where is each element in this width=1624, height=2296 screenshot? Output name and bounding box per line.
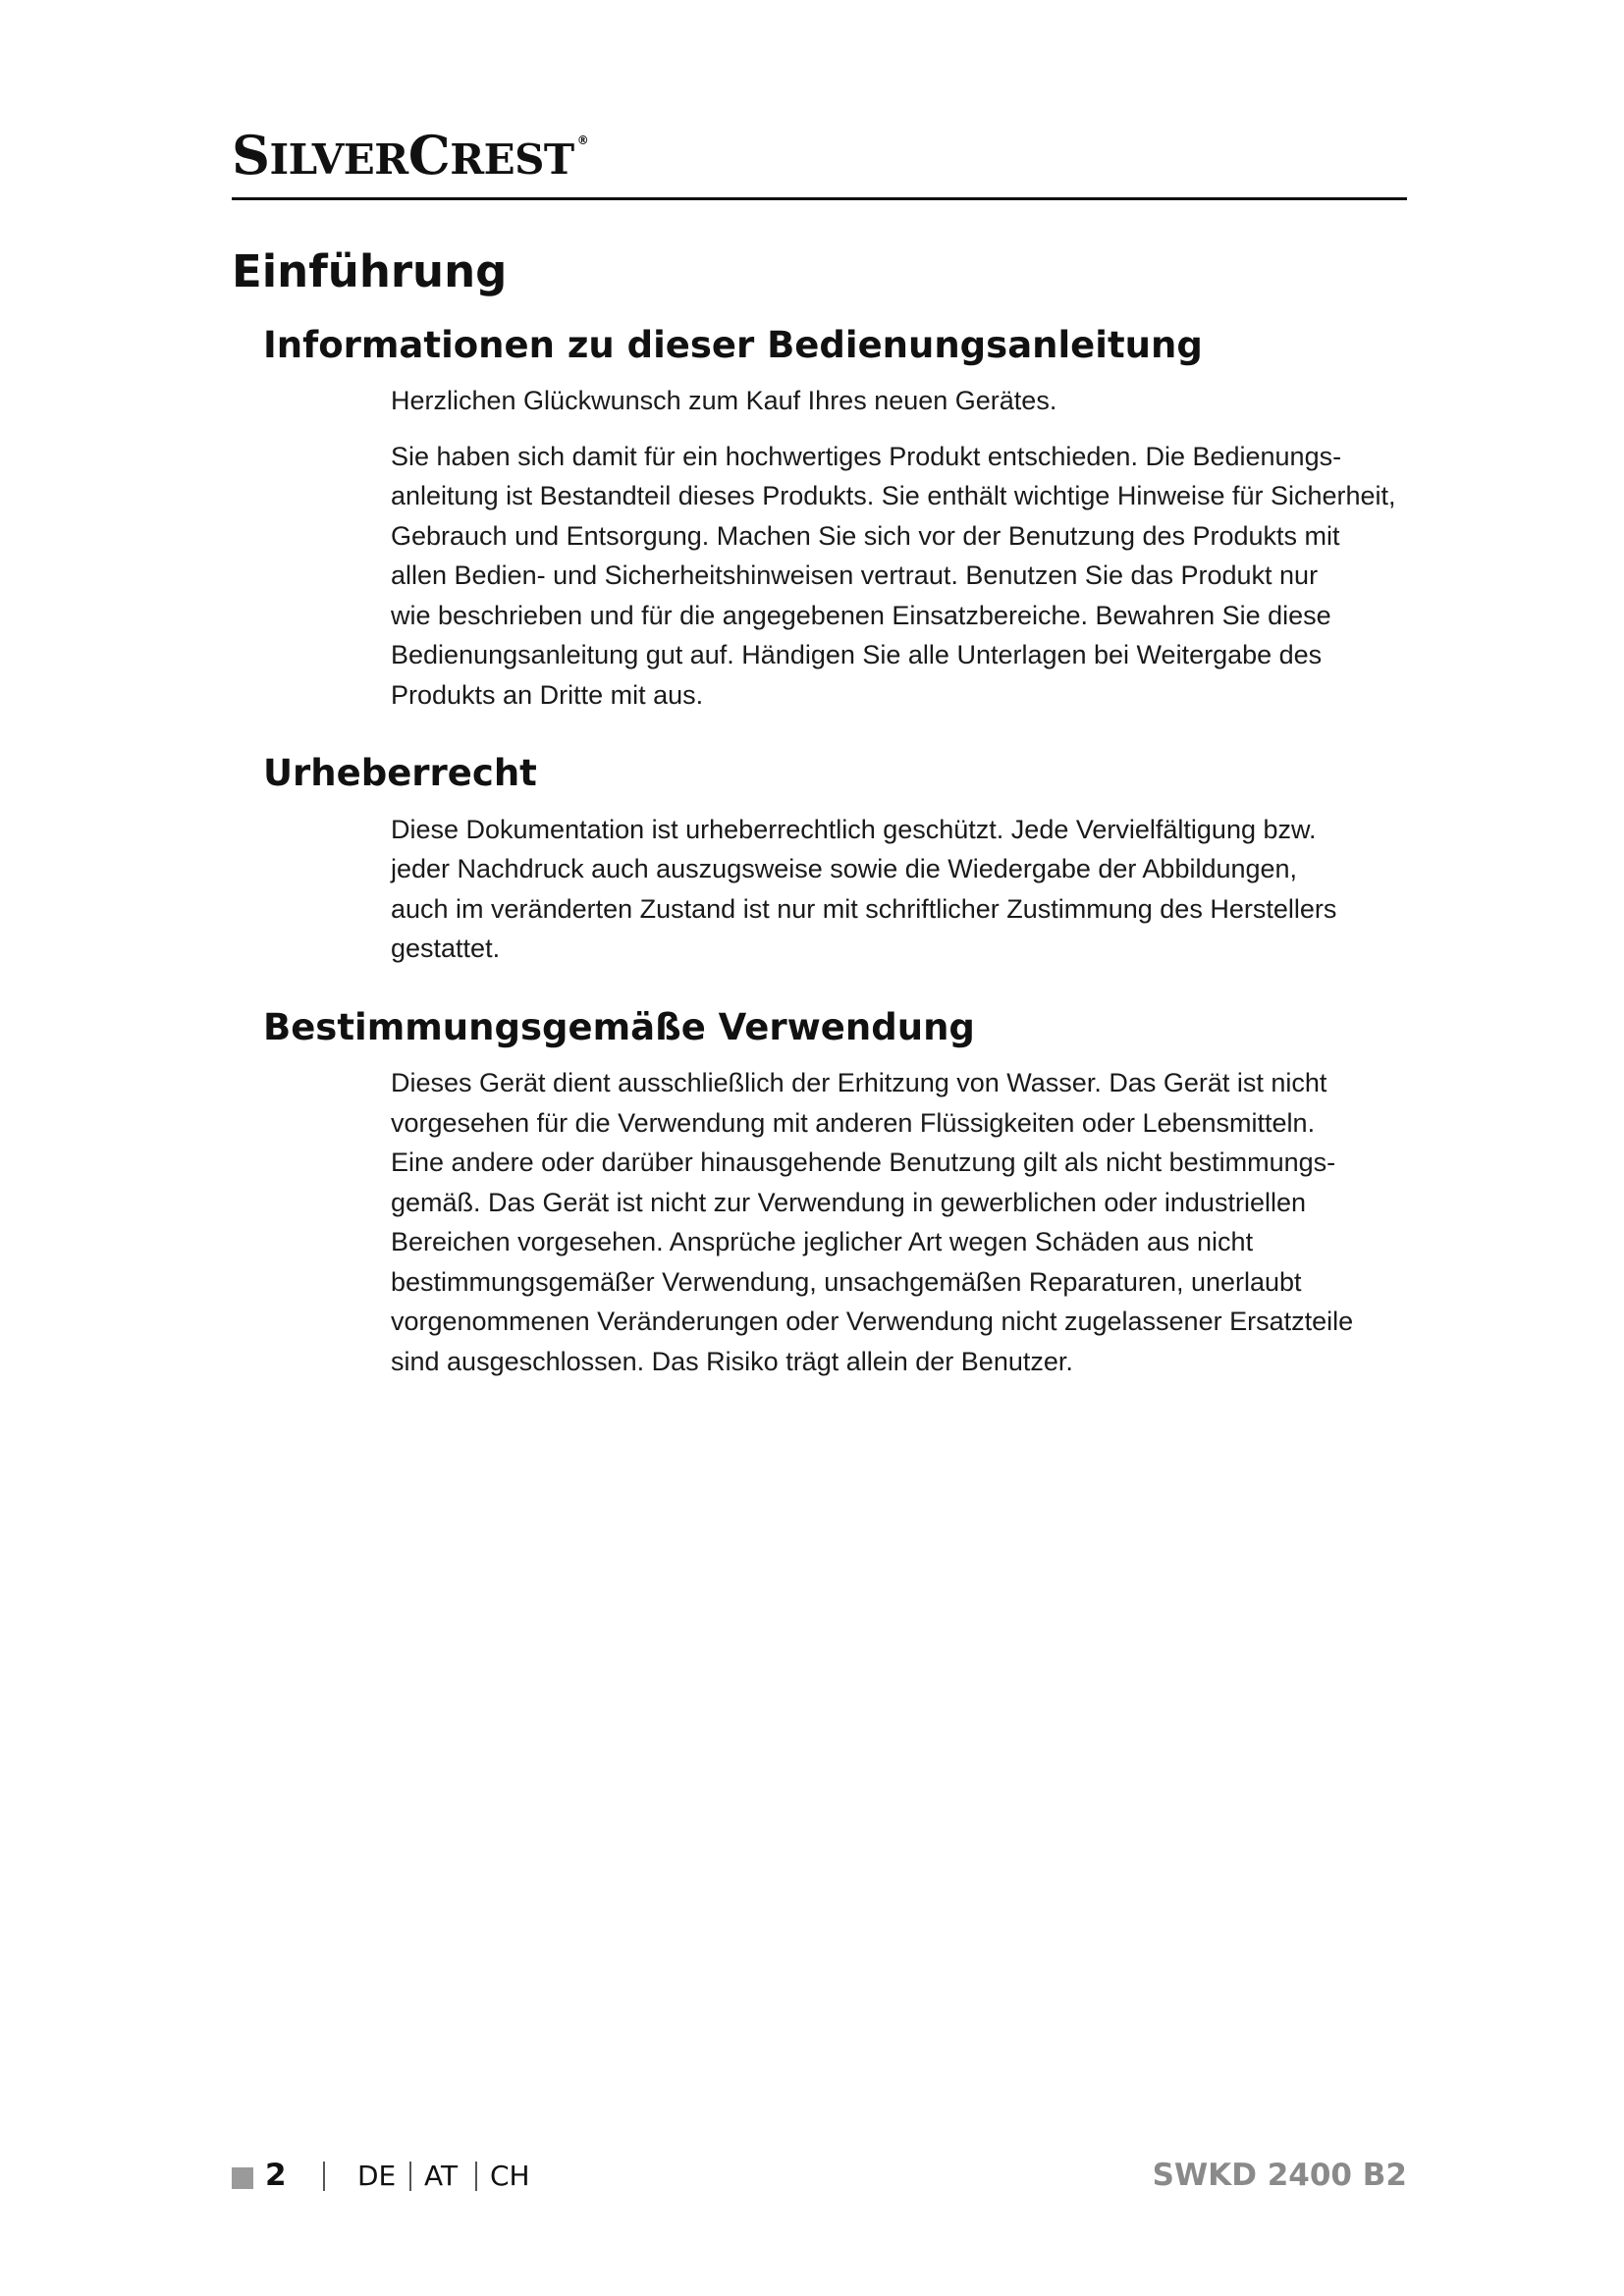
model-number: SWKD 2400 B2 (1152, 2158, 1407, 2193)
section-paragraph: Diese Dokumentation ist urheberrechtlich geschützt. Jede Vervielfältigung bzw. jeder Nachdruck auch auszugsweise sowie die Wiedergabe der Abbildungen, auch im veränderten Zustand ist nur mit schriftlicher Zustimmung des Herstellers gestattet. (391, 814, 1337, 964)
section-copyright (263, 752, 1412, 968)
footer-square-marker (232, 2167, 253, 2189)
section-heading: Informationen zu dieser Bedienungsanleitung (263, 324, 1203, 366)
page-title: Einführung (232, 245, 508, 297)
section-paragraph: Herzlichen Glückwunsch zum Kauf Ihres neuen Gerätes. (391, 386, 1057, 416)
section-heading: Urheberrecht (263, 752, 537, 795)
language-code: CH (490, 2160, 530, 2192)
language-code: DE (357, 2160, 397, 2192)
section-information (263, 324, 1412, 715)
registered-mark: ® (576, 133, 589, 147)
main-content (263, 324, 1412, 1418)
footer-divider (409, 2162, 411, 2191)
brand-logo-wordmark: SILVERCREST (232, 124, 574, 187)
section-heading: Bestimmungsgemäße Verwendung (263, 1005, 975, 1048)
brand-logo (232, 124, 588, 187)
header-rule (232, 197, 1407, 200)
page-number: 2 (265, 2158, 287, 2193)
footer-divider (323, 2162, 325, 2191)
language-code: AT (424, 2160, 459, 2192)
page-footer (232, 2156, 1407, 2205)
section-paragraph: Dieses Gerät dient ausschließlich der Erhitzung von Wasser. Das Gerät ist nicht vorgesehen für die Verwendung mit anderen Flüssigkeiten oder Lebensmitteln. Eine andere oder darüber hinausgehende Benutzung gilt als nicht bestimmungs- gemäß. Das Gerät ist nicht zur Verwendung in gewerblichen oder industriellen Bereichen vorgesehen. Ansprüche jeglicher Art wegen Schäden aus nicht bestimmungsgemäßer Verwendung, unsachgemäßen Reparaturen, unerlaubt vorgenommenen Veränderungen oder Verwendung nicht zugelassener Ersatzteile sind ausgeschlossen. Das Risiko trägt allein der Benutzer. (391, 1068, 1354, 1376)
section-intended-use (263, 1006, 1412, 1381)
section-paragraph: Sie haben sich damit für ein hochwertiges Produkt entschieden. Die Bedienungs- anleitung ist Bestandteil dieses Produkts. Sie enthält wichtige Hinweise für Sicherheit, Gebrauch und Entsorgung. Machen Sie sich vor der Benutzung des Produkts mit allen Bedien- und Sicherheitshinweisen vertraut. Benutzen Sie das Produkt nur wie beschrieben und für die angegebenen Einsatzbereiche. Bewahren Sie diese Bedienungsanleitung gut auf. Händigen Sie alle Unterlagen bei Weitergabe des Produkts an Dritte mit aus. (391, 441, 1396, 710)
footer-divider (475, 2162, 477, 2191)
